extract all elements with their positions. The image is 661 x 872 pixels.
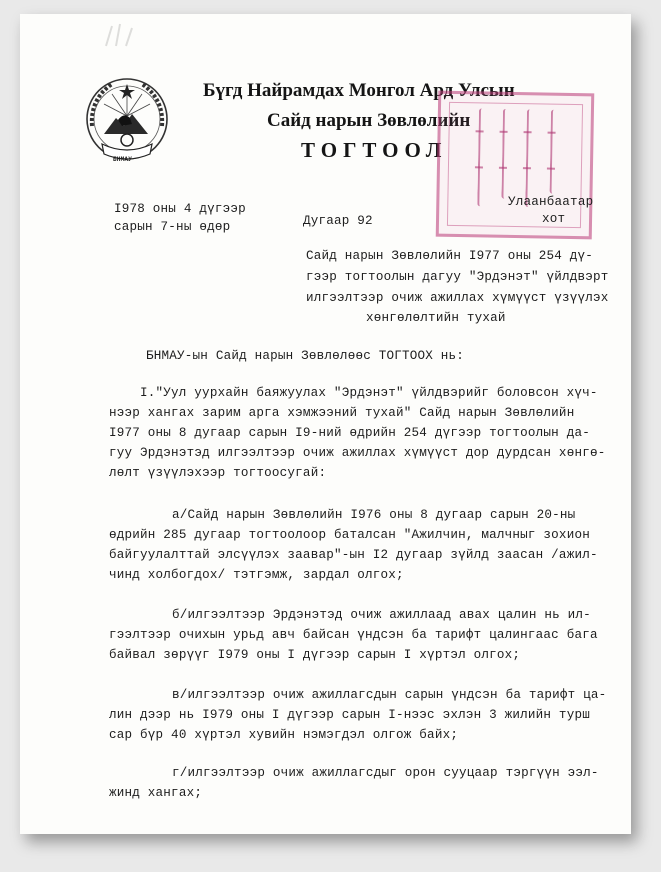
item-b-line: б/илгээлтээр Эрдэнэтэд очиж ажиллаад авах цалин нь ил-	[172, 608, 591, 622]
item-v-line: сар бүр 40 хүртэл хувийн нэмэгдэл олгож байх;	[109, 728, 459, 742]
faint-mark-icon	[102, 20, 142, 50]
document-page	[20, 14, 631, 834]
item-v-line: в/илгээлтээр очиж ажиллагсдын сарын үндсэн ба тарифт ца-	[172, 688, 607, 702]
document-type-title: ТОГТООЛ	[301, 138, 448, 162]
item-g-line: жинд хангах;	[109, 786, 203, 800]
subject-line: гээр тогтоолын дагуу "Эрдэнэт" үйлдвэрт	[306, 270, 609, 284]
date-line-1: I978 оны 4 дүгээр	[114, 202, 246, 216]
item-g-line: г/илгээлтээр очиж ажиллагсдыг орон сууцаар тэргүүн ээл-	[172, 766, 599, 780]
item-a-line: байгуулалттай элсүүлэх заавар"-ын I2 дугаар зүйлд заасан /ажил-	[109, 548, 598, 562]
city-line-1: Улаанбаатар	[508, 195, 594, 209]
document-number: Дугаар 92	[303, 214, 373, 228]
preamble: БНМАУ-ын Сайд нарын Зөвлөлөөс ТОГТООХ нь:	[146, 349, 465, 363]
item-a-line: а/Сайд нарын Зөвлөлийн I976 оны 8 дугаар сарын 20-ны	[172, 508, 576, 522]
subject-line: Сайд нарын Зөвлөлийн I977 оны 254 дү-	[306, 249, 594, 263]
item-b-line: байвал зөрүүг I979 оны I дүгээр сарын I хүртэл олгох;	[109, 648, 521, 662]
subject-line: илгээлтээр очиж ажиллах хүмүүст үзүүлэх	[306, 291, 609, 305]
item-b-line: гээлтээр очихын урьд авч байсан үндсэн ба тарифт цалингаас бага	[109, 628, 598, 642]
paragraph-line: нээр хангах зарим арга хэмжээний тухай" Сайд нарын Зөвлөлийн	[109, 406, 575, 420]
subject-line: хөнгөлөлтийн тухай	[366, 311, 506, 325]
paragraph-line: I."Уул уурхайн баяжуулах "Эрдэнэт" үйлдвэрийг боловсон хүч-	[140, 386, 598, 400]
paragraph-line: I977 оны 8 дугаар сарын I9-ний өдрийн 254 дүгээр тогтоолын да-	[109, 426, 590, 440]
item-a-line: өдрийн 285 дугаар тогтоолоор баталсан "Ажилчин, малчныг зохион	[109, 528, 590, 542]
emblem-label: БНМАУ	[113, 156, 133, 163]
item-v-line: лин дээр нь I979 оны I дүгээр сарын I-нээс эхлэн 3 жилийн турш	[109, 708, 590, 722]
official-stamp	[436, 91, 595, 240]
header-line-1: Бүгд Найрамдах Монгол Ард Улсын	[203, 80, 515, 101]
header-line-2: Сайд нарын Зөвлөлийн	[267, 110, 471, 131]
paragraph-line: гуу Эрдэнэтэд илгээлтээр очиж ажиллах хүмүүст дор дурдсан хөнгө-	[109, 446, 606, 460]
paragraph-line: лөлт үзүүлэхээр тогтоосугай:	[109, 466, 327, 480]
date-line-2: сарын 7-ны өдөр	[114, 220, 231, 234]
city-line-2: хот	[542, 212, 566, 226]
item-a-line: чинд холбогдох/ тэтгэмж, зардал олгох;	[109, 568, 404, 582]
